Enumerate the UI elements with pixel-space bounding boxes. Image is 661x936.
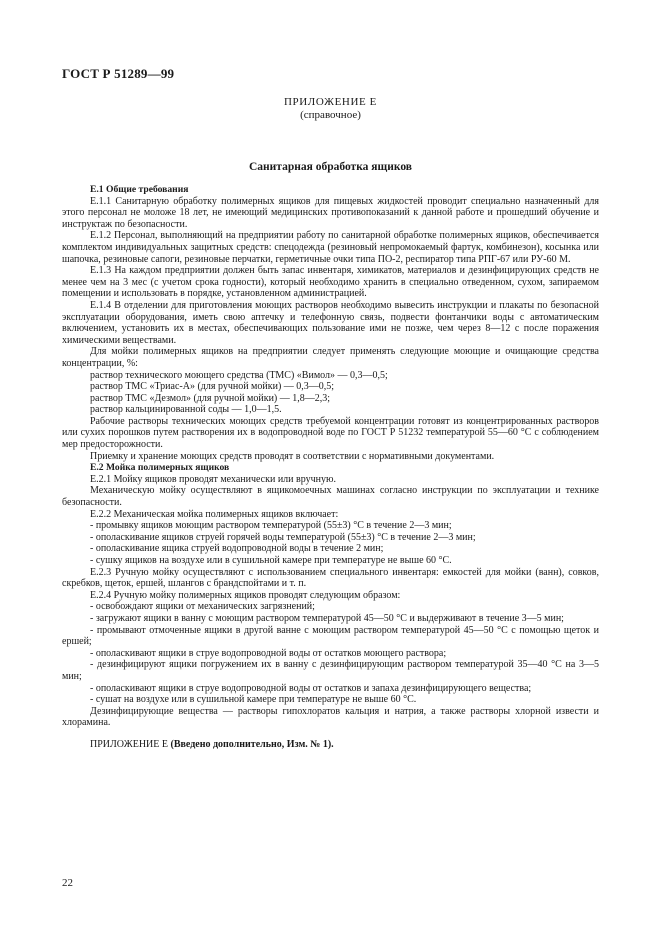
list-item: раствор кальцинированной соды — 1,0—1,5. <box>90 404 282 416</box>
list-item: - ополаскивание ящика струей водопроводной воды в течение 2 мин; <box>90 543 384 555</box>
amendment-text: (Введено дополнительно, Изм. № 1). <box>170 738 334 750</box>
paragraph-e22: Е.2.2 Механическая мойка полимерных ящиков включает: <box>90 508 339 520</box>
paragraph-storage: Приемку и хранение моющих средств проводят в соответствии с нормативными документами. <box>90 450 495 462</box>
list-item: - ополаскивают ящики в струе водопроводной воды от остатков и запаха дезинфицирующего вещества; <box>90 682 532 694</box>
section-heading-e1: Е.1 Общие требования <box>90 184 189 195</box>
paragraph-working-solutions: Рабочие растворы технических моющих средств требуемой концентрации готовят из концентрированных растворов или сухих порошков путем растворения их в водопроводной воде по ГОСТ Р 51232 температурой 55—60 °С с соблюдением мер предосторожности. <box>62 415 599 451</box>
page-number: 22 <box>62 877 73 889</box>
paragraph-e13: Е.1.3 На каждом предприятии должен быть запас инвентаря, химикатов, материалов и дезинфицирующих средств не менее чем на 3 мес (с учетом срока годности), который необходимо хранить в специально отведенном, сухом, запираемом помещении и использовать в порядке, установленном администрацией. <box>62 265 599 300</box>
list-item: - освобождают ящики от механических загрязнений; <box>90 601 315 613</box>
list-item: - дезинфицируют ящики погружением их в ванну с дезинфицирующим раствором температурой 35—40 °С на 3—5 мин; <box>62 659 599 682</box>
paragraph-mechanical: Механическую мойку осуществляют в ящикомоечных машинах согласно инструкции по эксплуатации и технике безопасности. <box>62 485 599 509</box>
document-body <box>62 184 599 751</box>
paragraph-e23: Е.2.3 Ручную мойку осуществляют с использованием специального инвентаря: емкостей для мойки (ванн), совков, скребков, щеток, ершей, шлангов с брандспойтами и т. п. <box>62 566 599 590</box>
paragraph-e24: Е.2.4 Ручную мойку полимерных ящиков проводят следующим образом: <box>90 589 401 601</box>
paragraph-e21: Е.2.1 Мойку ящиков проводят механически или вручную. <box>90 473 336 485</box>
appendix-title: ПРИЛОЖЕНИЕ Е <box>284 96 377 108</box>
paragraph-e11: Е.1.1 Санитарную обработку полимерных ящиков для пищевых жидкостей проводит специально назначенный для этого персонал не моложе 18 лет, не имеющий медицинских противопоказаний к данной работе и прошедший обучение и инструктаж по безопасности. <box>62 195 599 230</box>
appendix-subtitle: (справочное) <box>300 109 361 121</box>
paragraph-disinfectants: Дезинфицирующие вещества — растворы гипохлоратов кальция и натрия, а также растворы хлорной извести и хлорамина. <box>62 705 599 729</box>
standard-header: ГОСТ Р 51289—99 <box>62 66 175 81</box>
list-item: раствор ТМС «Дезмол» (для ручной мойки) — 1,8—2,3; <box>90 392 331 404</box>
list-item: - промывают отмоченные ящики в другой ванне с моющим раствором температурой 45—50 °С с помощью щеток и ершей; <box>62 624 599 648</box>
paragraph-e12: Е.1.2 Персонал, выполняющий на предприятии работу по санитарной обработке полимерных ящиков, обеспечивается комплектом индивидуальных защитных средств: спецодежда (резиновый непромокаемый фартук, комбинезон), косынка или шапочка, резиновые сапоги, резиновые перчатки, герметичные очки типа ПО-2, респиратор типа РПГ-67 или РУ-60 М. <box>62 230 599 265</box>
paragraph-wash-intro: Для мойки полимерных ящиков на предприятии следует применять следующие моющие и очищающие средства концентрации, %: <box>62 346 599 369</box>
document-title: Санитарная обработка ящиков <box>249 161 412 173</box>
list-item: - сушат на воздухе или в сушильной камере при температуре не выше 60 °С. <box>90 694 417 706</box>
list-item: раствор ТМС «Триас-А» (для ручной мойки) — 0,3—0,5; <box>90 381 335 393</box>
list-item: - ополаскивают ящики в струе водопроводной воды от остатков моющего раствора; <box>90 647 447 659</box>
list-item: - ополаскивание ящиков струей горячей воды температурой (55±3) °С в течение 2—3 мин; <box>90 531 476 543</box>
list-item: - сушку ящиков на воздухе или в сушильной камере при температуре не выше 60 °С. <box>90 555 452 566</box>
paragraph-e14: Е.1.4 В отделении для приготовления моющих растворов необходимо вывесить инструкции и плакаты по безопасной эксплуатации оборудования, иметь свою аптечку и телефонную связь, подвести фонтанчики воды с автоматическим включением, установить их в местах, обеспечивающих пользование ими не позже, чем через 8—12 с после поражения химическими веществами. <box>62 299 599 346</box>
amendment-note <box>62 739 599 751</box>
amendment-label: ПРИЛОЖЕНИЕ Е <box>90 738 168 750</box>
appendix-heading <box>0 96 661 122</box>
section-heading-e2: Е.2 Мойка полимерных ящиков <box>90 462 230 474</box>
list-item: - промывку ящиков моющим раствором температурой (55±3) °С в течение 2—3 мин; <box>90 520 452 532</box>
list-item: раствор технического моющего средства (ТМС) «Вимол» — 0,3—0,5; <box>90 369 388 381</box>
list-item: - загружают ящики в ванну с моющим раствором температурой 45—50 °С и выдерживают в течение 3—5 мин; <box>90 612 564 624</box>
